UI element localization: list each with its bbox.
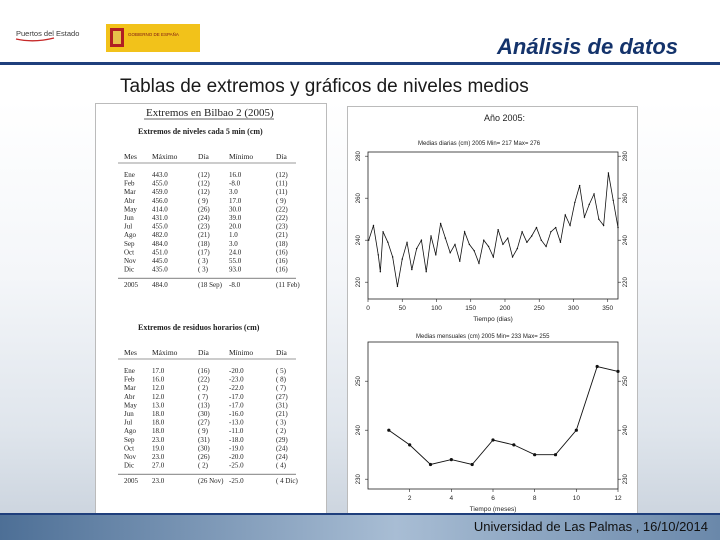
chart-1-point xyxy=(555,227,556,228)
chart-1-point xyxy=(406,242,407,243)
table-residuals-cell: -25.0 xyxy=(229,461,244,470)
chart-2-x-label: Tiempo (meses) xyxy=(469,506,517,513)
chart-1-point xyxy=(493,256,494,257)
table-levels-cell: (16) xyxy=(276,248,288,257)
table-levels-cell: 24.0 xyxy=(229,248,242,257)
extremes-tables xyxy=(96,104,326,516)
chart-2-x-tick-label: 10 xyxy=(572,495,580,502)
chart-1-y-tick-label: 240 xyxy=(356,235,362,246)
table-residuals-total-cell: (26 Nov) xyxy=(198,477,224,486)
table-residuals-cell: (16) xyxy=(198,367,210,375)
table-levels-total-cell: -8.0 xyxy=(229,281,241,290)
table-residuals-cell: -18.0 xyxy=(229,435,244,444)
puertos-logo xyxy=(14,24,96,44)
table-residuals-cell: Ene xyxy=(124,367,135,375)
table-levels-cell: (26) xyxy=(198,205,210,214)
table-levels-cell: Ene xyxy=(124,171,135,179)
chart-1-point xyxy=(380,271,381,272)
table-levels-cell: 435.0 xyxy=(152,265,168,274)
table-levels-cell: (11) xyxy=(276,188,288,197)
table-levels-cell: Feb xyxy=(124,179,135,188)
chart-1-y-tick-label-right: 240 xyxy=(623,235,629,246)
table-levels-cell: 20.0 xyxy=(229,222,242,231)
table-levels-cell: (21) xyxy=(198,231,210,240)
chart-2-point xyxy=(408,443,411,446)
table-residuals-cell: (30) xyxy=(198,410,210,418)
table-levels-cell: (17) xyxy=(198,248,210,257)
table-levels-cell: (23) xyxy=(276,222,288,231)
chart-1-point xyxy=(430,235,431,236)
table-residuals-cell: ( 8) xyxy=(276,375,286,384)
table-levels-cell: (24) xyxy=(198,214,210,222)
table-residuals-cell: ( 9) xyxy=(198,427,208,436)
chart-1-point xyxy=(411,269,412,270)
table-levels-cell: 445.0 xyxy=(152,257,168,265)
chart-1-point xyxy=(541,240,542,241)
chart-1-y-tick-label: 260 xyxy=(356,193,362,204)
footer-text: Universidad de Las Palmas , 16/10/2014 xyxy=(473,519,708,534)
table-residuals-cell: 16.0 xyxy=(152,375,165,384)
table-levels-cell: 93.0 xyxy=(229,265,242,274)
chart-1-x-tick-label: 250 xyxy=(533,305,545,312)
table-levels-total-cell: 484.0 xyxy=(152,281,168,290)
table-levels-cell: (18) xyxy=(198,239,210,248)
chart-1-x-tick-label: 0 xyxy=(366,305,370,312)
table-residuals-column-header: Máximo xyxy=(152,348,178,357)
table-residuals-column-header: Día xyxy=(198,348,209,357)
chart-1-x-tick-label: 350 xyxy=(602,305,614,312)
table-levels-cell: 3.0 xyxy=(229,188,238,197)
table-levels-cell: May xyxy=(124,205,137,214)
table-levels-column-header: Mínimo xyxy=(229,152,254,161)
table-residuals-cell: 27.0 xyxy=(152,461,165,470)
table-residuals-cell: (24) xyxy=(276,453,288,461)
chart-1-point xyxy=(569,225,570,226)
table-residuals-cell: -17.0 xyxy=(229,401,244,410)
table-residuals-total-cell: ( 4 Dic) xyxy=(276,477,298,486)
table-levels-cell: 55.0 xyxy=(229,257,242,265)
level-charts xyxy=(348,107,637,517)
table-levels-cell: (11) xyxy=(276,179,288,188)
table-residuals-cell: ( 2) xyxy=(198,384,208,393)
table-levels-cell: 17.0 xyxy=(229,196,242,205)
chart-2-x-tick-label: 2 xyxy=(407,495,412,502)
chart-1-point xyxy=(613,200,614,201)
chart-1-point xyxy=(526,242,527,243)
table-levels-cell: Oct xyxy=(124,248,135,257)
chart-1-point xyxy=(464,231,465,232)
table-levels-cell: 443.0 xyxy=(152,171,168,179)
chart-1-point xyxy=(397,286,398,287)
table-residuals-cell: ( 7) xyxy=(198,392,208,401)
table-levels-cell: (12) xyxy=(276,171,288,179)
table-residuals-cell: (31) xyxy=(198,435,210,444)
table-levels-cell: Nov xyxy=(124,257,137,265)
chart-2-point xyxy=(554,453,557,456)
table-levels-cell: (12) xyxy=(198,179,210,188)
table-residuals-cell: -23.0 xyxy=(229,375,244,384)
table-levels-cell: (12) xyxy=(198,188,210,197)
table-residuals-cell: Nov xyxy=(124,453,137,461)
table-residuals-cell: ( 7) xyxy=(276,384,286,393)
chart-1-point xyxy=(421,240,422,241)
chart-1-point xyxy=(416,248,417,249)
table-residuals-cell: (29) xyxy=(276,435,288,444)
table-residuals-cell: Mar xyxy=(124,384,136,393)
table-residuals-cell: Sep xyxy=(124,435,135,444)
slide-subtitle: Tablas de extremos y gráficos de niveles medios xyxy=(120,76,529,97)
chart-2-x-tick-label: 4 xyxy=(449,495,454,502)
table-residuals-cell: 12.0 xyxy=(152,392,165,401)
chart-1-point xyxy=(603,225,604,226)
slide-header xyxy=(0,0,720,70)
table-levels-cell: 451.0 xyxy=(152,248,168,257)
chart-1-point xyxy=(502,244,503,245)
table-residuals-cell: -22.0 xyxy=(229,384,244,393)
chart-1-point xyxy=(483,240,484,241)
table-residuals-cell: (21) xyxy=(276,410,288,418)
table-levels-cell: 482.0 xyxy=(152,231,168,240)
table-levels-total-cell: (11 Feb) xyxy=(276,281,300,290)
table-residuals-cell: (24) xyxy=(276,444,288,453)
table-levels-cell: Abr xyxy=(124,196,135,205)
table-levels-total-cell: 2005 xyxy=(124,281,138,290)
gobierno-logo-text: GOBIERNO DE ESPAÑA xyxy=(128,32,179,37)
table-levels-cell: (16) xyxy=(276,265,288,274)
table-levels-cell: Jul xyxy=(124,222,133,231)
chart-1-x-tick-label: 50 xyxy=(398,305,406,312)
table-residuals-column-header: Mínimo xyxy=(229,348,254,357)
table-levels-cell: ( 9) xyxy=(276,196,286,205)
table-levels-cell: (22) xyxy=(276,205,288,214)
page-title: Análisis de datos xyxy=(497,34,678,59)
table-levels-total-cell: (18 Sep) xyxy=(198,281,222,290)
table-residuals-cell: (27) xyxy=(198,418,210,427)
table-residuals-cell: Oct xyxy=(124,444,135,453)
chart-2-point xyxy=(533,453,536,456)
table-residuals-cell: -13.0 xyxy=(229,418,244,427)
table-residuals-column-header: Mes xyxy=(124,348,137,357)
chart-1-point xyxy=(488,246,489,247)
chart-1-y-tick-label-right: 220 xyxy=(623,277,629,288)
chart-1-y-tick-label-right: 260 xyxy=(623,193,629,204)
chart-1-point xyxy=(550,231,551,232)
chart-1-point xyxy=(445,237,446,238)
chart-1-subtitle: Medias diarias (cm) 2005 Min= 217 Max= 276 xyxy=(418,141,541,147)
chart-1-point xyxy=(459,261,460,262)
table-residuals-cell: (27) xyxy=(276,392,288,401)
table-residuals-cell: -19.0 xyxy=(229,444,244,453)
chart-1-point xyxy=(368,240,369,241)
table-residuals-total-cell: 23.0 xyxy=(152,477,165,486)
table-residuals-cell: -17.0 xyxy=(229,392,244,401)
chart-1-point xyxy=(512,256,513,257)
chart-2-y-tick-label-right: 240 xyxy=(623,425,629,436)
chart-1-point xyxy=(373,225,374,226)
table-levels-cell: 16.0 xyxy=(229,171,242,179)
table-levels-cell: 484.0 xyxy=(152,239,168,248)
chart-2-point xyxy=(471,463,474,466)
table-levels-cell: 30.0 xyxy=(229,205,242,214)
chart-1-point xyxy=(579,185,580,186)
table-levels-cell: 455.0 xyxy=(152,179,168,188)
table-residuals-cell: 18.0 xyxy=(152,410,165,418)
table-residuals-cell: 12.0 xyxy=(152,384,165,393)
table-residuals-total-cell: -25.0 xyxy=(229,477,244,486)
chart-1-point xyxy=(536,227,537,228)
table-levels-cell: (22) xyxy=(276,214,288,222)
chart-2-point xyxy=(512,443,515,446)
chart-2-y-tick-label: 230 xyxy=(356,474,362,485)
table-residuals-column-header: Día xyxy=(276,348,287,357)
chart-1-point xyxy=(382,231,383,232)
table-levels-cell: 1.0 xyxy=(229,231,238,240)
chart-1-point xyxy=(517,248,518,249)
table-residuals-cell: Feb xyxy=(124,375,135,384)
table-levels-cell: (23) xyxy=(198,222,210,231)
table-residuals-cell: (26) xyxy=(198,453,210,461)
table-residuals-cell: Abr xyxy=(124,392,135,401)
table-residuals-cell: -11.0 xyxy=(229,427,244,436)
chart-1-point xyxy=(402,258,403,259)
table-levels-cell: (12) xyxy=(198,171,210,179)
table-residuals-cell: Ago xyxy=(124,427,137,436)
chart-1-point xyxy=(545,246,546,247)
table-residuals-cell: Jul xyxy=(124,418,133,427)
table-levels-column-header: Mes xyxy=(124,152,137,161)
table-levels-cell: 3.0 xyxy=(229,239,238,248)
table-levels-cell: Mar xyxy=(124,188,136,197)
chart-1-point xyxy=(593,193,594,194)
table-levels-title: Extremos en Bilbao 2 (2005) xyxy=(146,107,274,119)
table-residuals-cell: (22) xyxy=(198,375,210,384)
table-levels-cell: Ago xyxy=(124,231,137,240)
puertos-logo-text: Puertos del Estado xyxy=(16,29,80,38)
table-residuals-cell: ( 4) xyxy=(276,461,286,470)
chart-2-point xyxy=(616,370,619,373)
chart-1-point xyxy=(589,204,590,205)
table-levels-cell: -8.0 xyxy=(229,179,241,188)
chart-2-title: Medias mensuales (cm) 2005 Min= 233 Max= 255 xyxy=(416,334,550,340)
table-residuals-cell: 18.0 xyxy=(152,418,165,427)
chart-2-x-tick-label: 6 xyxy=(491,495,495,502)
table-levels-cell: 414.0 xyxy=(152,205,168,214)
header-divider xyxy=(0,62,720,65)
chart-1-point xyxy=(454,244,455,245)
table-residuals-cell: 23.0 xyxy=(152,435,165,444)
extremes-tables-image xyxy=(95,103,327,517)
chart-1-x-tick-label: 300 xyxy=(568,305,579,312)
chart-1-point xyxy=(392,256,393,257)
table-levels-cell: Sep xyxy=(124,239,135,248)
table-residuals-cell: ( 5) xyxy=(276,367,286,375)
chart-1-point xyxy=(531,235,532,236)
gobierno-logo xyxy=(106,24,200,52)
table-residuals-total-cell: 2005 xyxy=(124,477,138,486)
chart-2-y-tick-label: 250 xyxy=(356,376,362,387)
table-levels-column-header: Día xyxy=(276,152,287,161)
chart-2-series-line xyxy=(389,367,618,465)
table-residuals-cell: Dic xyxy=(124,461,135,470)
chart-1-point xyxy=(497,229,498,230)
chart-1-x-tick-label: 100 xyxy=(431,305,442,312)
chart-2-point xyxy=(429,463,432,466)
table-residuals-cell: (30) xyxy=(198,444,210,453)
table-levels-cell: ( 3) xyxy=(198,257,208,265)
chart-2-point xyxy=(491,438,494,441)
level-charts-image xyxy=(347,106,638,518)
chart-1-y-tick-label: 220 xyxy=(356,277,362,288)
chart-1-point xyxy=(574,202,575,203)
chart-2-point xyxy=(387,429,390,432)
table-levels-cell: 456.0 xyxy=(152,196,168,205)
chart-1-point xyxy=(378,254,379,255)
chart-1-point xyxy=(435,254,436,255)
table-levels-heading: Extremos de niveles cada 5 min (cm) xyxy=(138,127,263,136)
table-residuals-cell: ( 2) xyxy=(198,461,208,470)
chart-1-point xyxy=(584,216,585,217)
table-residuals-cell: -20.0 xyxy=(229,453,244,461)
table-residuals-heading: Extremos de residuos horarios (cm) xyxy=(138,323,260,332)
table-levels-column-header: Máximo xyxy=(152,152,178,161)
chart-1-point xyxy=(608,172,609,173)
chart-1-y-tick-label: 280 xyxy=(356,151,362,162)
chart-1-point xyxy=(449,252,450,253)
chart-1-point xyxy=(507,237,508,238)
chart-1-point xyxy=(521,231,522,232)
chart-2-y-tick-label-right: 250 xyxy=(623,376,629,387)
table-levels-cell: (18) xyxy=(276,239,288,248)
chart-1-frame xyxy=(368,152,618,299)
chart-1-point xyxy=(617,227,618,228)
chart-1-series-line xyxy=(369,173,618,286)
table-residuals-cell: 13.0 xyxy=(152,401,165,410)
chart-1-point xyxy=(426,271,427,272)
footer-divider xyxy=(0,513,720,515)
chart-1-point xyxy=(598,219,599,220)
chart-2-y-tick-label-right: 230 xyxy=(623,474,629,485)
chart-1-x-tick-label: 200 xyxy=(499,305,511,312)
table-levels-cell: 431.0 xyxy=(152,214,168,222)
table-residuals-cell: -20.0 xyxy=(229,367,244,375)
chart-2-point xyxy=(596,365,599,368)
table-residuals-cell: 23.0 xyxy=(152,453,165,461)
table-levels-cell: Dic xyxy=(124,265,135,274)
chart-1-point xyxy=(440,223,441,224)
chart-1-title: Año 2005: xyxy=(484,113,526,123)
chart-1-point xyxy=(560,242,561,243)
table-residuals-cell: -16.0 xyxy=(229,410,244,418)
table-levels-cell: Jun xyxy=(124,214,134,222)
chart-1-point xyxy=(387,242,388,243)
table-levels-cell: (21) xyxy=(276,231,288,240)
table-levels-cell: 39.0 xyxy=(229,214,242,222)
table-residuals-cell: 19.0 xyxy=(152,444,165,453)
chart-1-x-tick-label: 150 xyxy=(465,305,477,312)
table-residuals-cell: Jun xyxy=(124,410,134,418)
table-residuals-cell: ( 3) xyxy=(276,418,286,427)
chart-1-point xyxy=(565,214,566,215)
chart-1-point xyxy=(473,250,474,251)
chart-1-x-label: Tiempo (dias) xyxy=(473,316,513,323)
chart-2-y-tick-label: 240 xyxy=(356,425,362,436)
chart-2-frame xyxy=(368,342,618,489)
table-levels-column-header: Día xyxy=(198,152,209,161)
table-levels-cell: (16) xyxy=(276,257,288,265)
table-levels-cell: ( 3) xyxy=(198,265,208,274)
table-residuals-cell: May xyxy=(124,401,137,410)
table-residuals-cell: 18.0 xyxy=(152,427,165,436)
table-levels-cell: 459.0 xyxy=(152,188,168,197)
table-residuals-cell: (13) xyxy=(198,401,210,410)
chart-2-x-tick-label: 12 xyxy=(614,495,622,502)
table-residuals-cell: (31) xyxy=(276,401,288,410)
chart-2-point xyxy=(450,458,453,461)
chart-1-y-tick-label-right: 280 xyxy=(623,151,629,162)
chart-2-point xyxy=(575,429,578,432)
table-levels-cell: 455.0 xyxy=(152,222,168,231)
chart-2-x-tick-label: 8 xyxy=(532,495,537,502)
table-residuals-cell: ( 2) xyxy=(276,427,286,436)
table-residuals-cell: 17.0 xyxy=(152,367,165,375)
table-levels-cell: ( 9) xyxy=(198,196,208,205)
chart-1-point xyxy=(478,263,479,264)
chart-1-point xyxy=(469,244,470,245)
